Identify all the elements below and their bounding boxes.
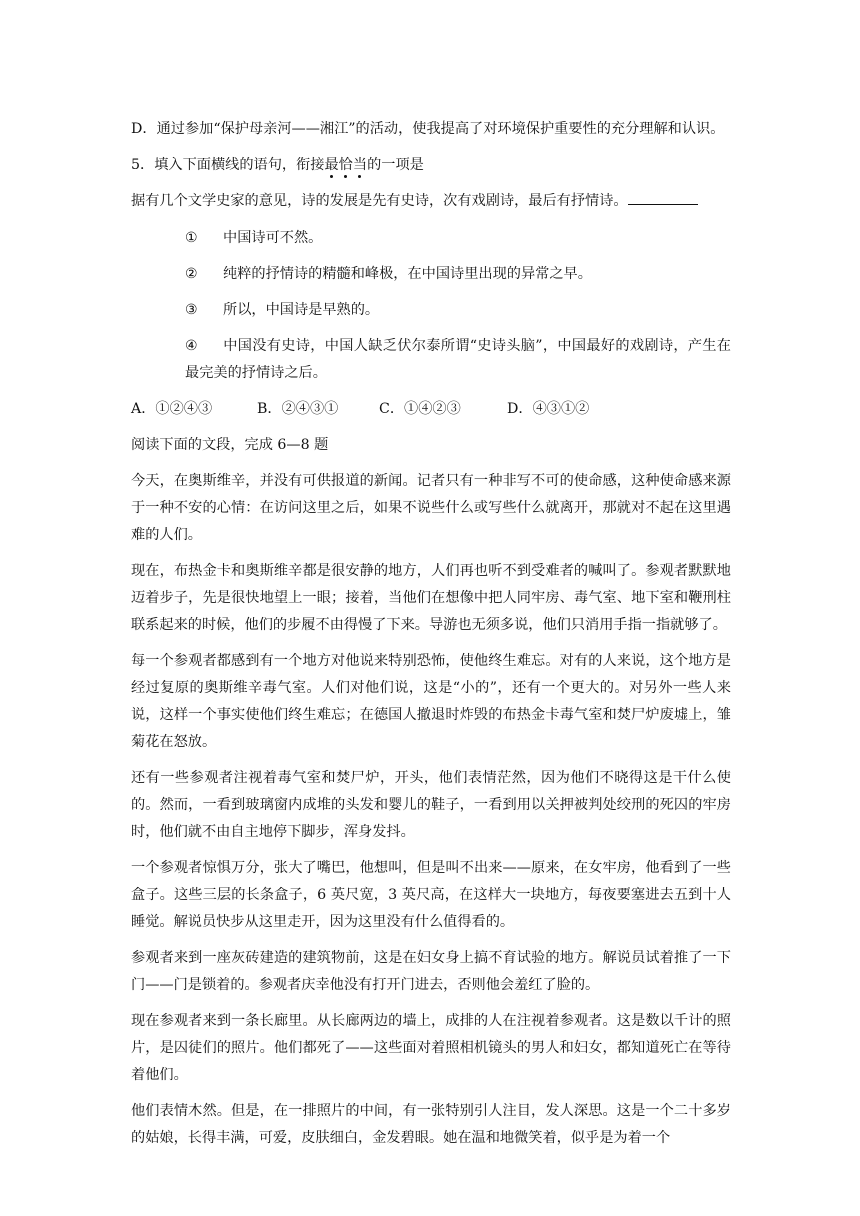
sentence-item bbox=[131, 297, 731, 324]
sentence-text: 中国没有史诗，中国人缺乏伏尔泰所谓“史诗头脑”，中国最好的戏剧诗，产生在最完美的抒情诗之后。 bbox=[185, 338, 731, 381]
reading-paragraph: 参观者来到一座灰砖建造的建筑物前，这是在妇女身上搞不育试验的地方。解说员试着推了一下门——门是锁着的。参观者庆幸他没有打开门进去，否则他会羞红了脸的。 bbox=[131, 950, 731, 993]
q5-stem-text-end: 的一项是 bbox=[367, 157, 424, 173]
emphasis-char: 当 bbox=[352, 157, 368, 173]
q5-sentence bbox=[131, 297, 731, 324]
q5-choices bbox=[131, 396, 731, 423]
choice-d: D．④③①② bbox=[507, 401, 590, 417]
sentence-text: 纯粹的抒情诗的精髓和峰极，在中国诗里出现的异常之早。 bbox=[223, 266, 592, 282]
sentence-text: 中国诗可不然。 bbox=[223, 230, 323, 246]
reading-paragraph: 每一个参观者都感到有一个地方对他说来特别恐怖，使他终生难忘。对有的人来说，这个地方是经过复原的奥斯维辛毒气室。人们对他们说，这是“小的”，还有一个更大的。对另外一些人来说，这样一个事实使他们终生难忘；在德国人撤退时炸毁的布热金卡毒气室和焚尸炉废墟上，雏菊花在怒放。 bbox=[131, 653, 731, 750]
reading-paragraph: 今天，在奥斯维辛，并没有可供报道的新闻。记者只有一种非写不可的使命感，这种使命感来源于一种不安的心情：在访问这里之后，如果不说些什么或写些什么就离开，那就对不起在这里遇难的人们。 bbox=[131, 473, 731, 543]
q5-passage-text: 据有几个文学史家的意见，诗的发展是先有史诗，次有戏剧诗，最后有抒情诗。 bbox=[131, 193, 628, 209]
q5-sentence bbox=[131, 333, 731, 387]
reading-paragraph: 现在，布热金卡和奥斯维辛都是很安静的地方，人们再也听不到受难者的喊叫了。参观者默默地迈着步子，先是很快地望上一眼；接着，当他们在想像中把人同牢房、毒气室、地下室和鞭刑柱联系起来的时候，他们的步履不由得慢了下来。导游也无须多说，他们只消用手指一指就够了。 bbox=[131, 563, 731, 633]
q5-stem-text: 5．填入下面横线的语句，衔接 bbox=[131, 157, 325, 173]
choice-a: A．①②④③ bbox=[131, 401, 213, 417]
emphasis-char: 恰 bbox=[338, 157, 353, 173]
q4-option-d: D．通过参加“保护母亲河——湘江”的活动，使我提高了对环境保护重要性的充分理解和认识。 bbox=[131, 121, 725, 137]
sentence-text: 所以，中国诗是早熟的。 bbox=[223, 302, 380, 318]
q5-passage bbox=[131, 188, 731, 215]
q5-sentence bbox=[131, 225, 731, 252]
reading-paragraph: 一个参观者惊惧万分，张大了嘴巴，他想叫，但是叫不出来——原来，在女牢房，他看到了一些盒子。这些三层的长条盒子，6 英尺宽，3 英尺高，在这样大一块地方，每夜要塞进去五到十人睡觉。解说员快步从这里走开，因为这里没有什么值得看的。 bbox=[131, 860, 731, 930]
page-content bbox=[131, 116, 731, 1152]
choice-b: B．②④③① bbox=[257, 401, 339, 417]
q5-sentence bbox=[131, 261, 731, 288]
q5-stem bbox=[131, 152, 731, 179]
answer-blank bbox=[628, 190, 698, 205]
sentence-item bbox=[131, 333, 731, 387]
sentence-number: ② bbox=[185, 266, 198, 282]
reading-instruction: 阅读下面的文段，完成 6—8 题 bbox=[131, 437, 329, 453]
reading-paragraph: 现在参观者来到一条长廊里。从长廊两边的墙上，成排的人在注视着参观者。这是数以千计的照片，是囚徒们的照片。他们都死了——这些面对着照相机镜头的男人和妇女，都知道死亡在等待着他们。 bbox=[131, 1013, 731, 1083]
sentence-item bbox=[131, 261, 731, 288]
sentence-item bbox=[131, 225, 731, 252]
reading-paragraph: 他们表情木然。但是，在一排照片的中间，有一张特别引人注目，发人深思。这是一个二十多岁的姑娘，长得丰满，可爱，皮肤细白，金发碧眼。她在温和地微笑着，似乎是为着一个 bbox=[131, 1103, 731, 1146]
emphasis-char: 最 bbox=[324, 157, 339, 173]
reading-paragraph: 还有一些参观者注视着毒气室和焚尸炉，开头，他们表情茫然，因为他们不晓得这是干什么使的。然而，一看到玻璃窗内成堆的头发和婴儿的鞋子，一看到用以关押被判处绞刑的死囚的牢房时，他们就不由自主地停下脚步，浑身发抖。 bbox=[131, 770, 731, 840]
sentence-number: ④ bbox=[185, 338, 198, 354]
sentence-number: ① bbox=[185, 230, 198, 246]
sentence-number: ③ bbox=[185, 302, 198, 318]
choice-c: C．①④②③ bbox=[379, 401, 461, 417]
